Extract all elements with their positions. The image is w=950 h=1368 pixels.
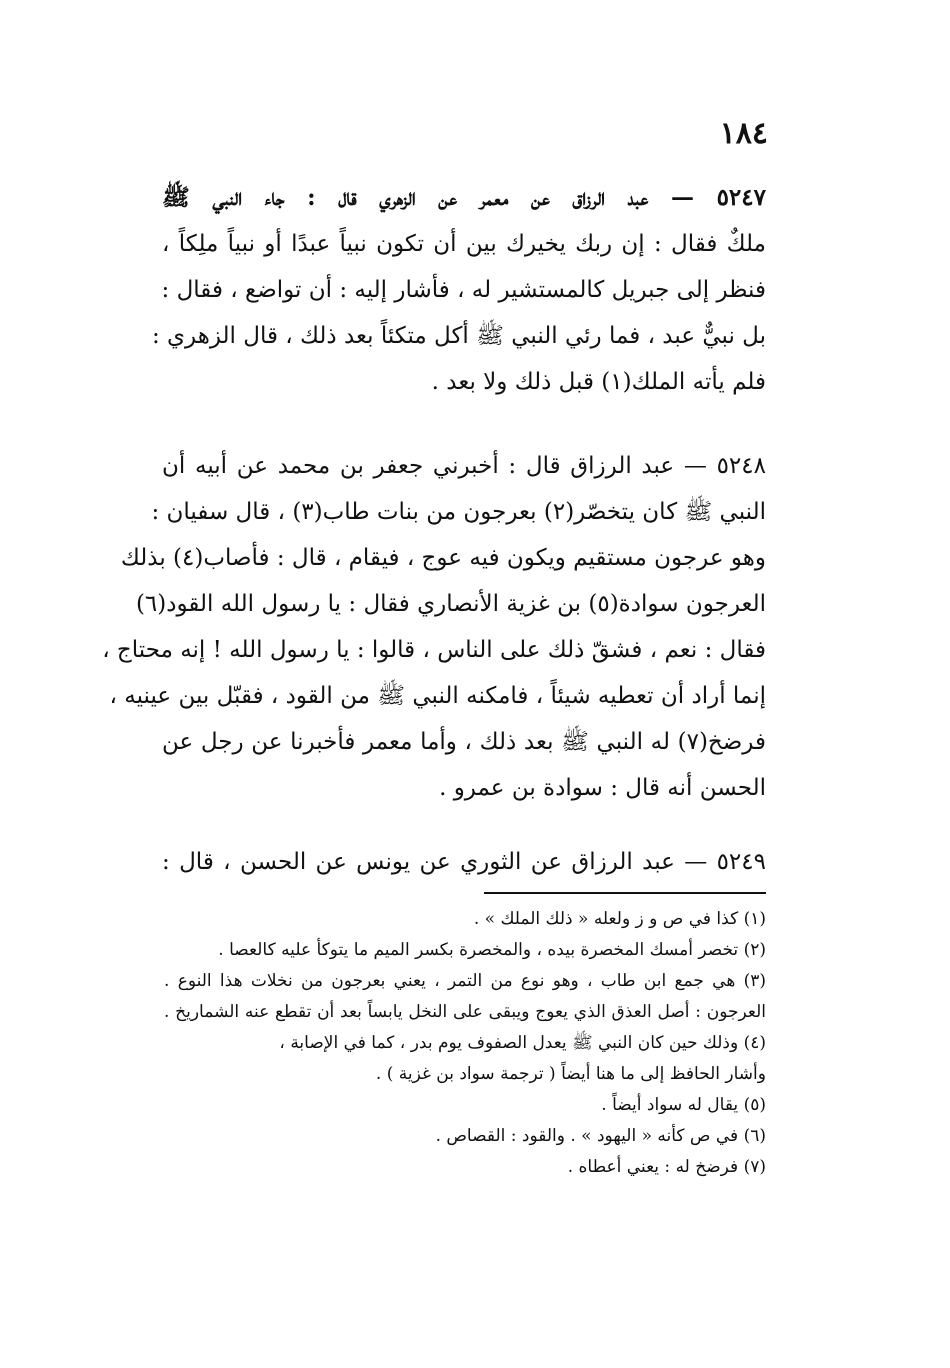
text-line: ٥٢٤٧ — عبد الرزاق عن معمر عن الزهري قال : جاء النبي ﷺ [162, 184, 766, 211]
footnote-divider [484, 892, 766, 894]
text-line: العرجون سوادة(٥) بن غزية الأنصاري فقال : يا رسول الله القود(٦) [135, 591, 766, 617]
footnote-1: (١) كذا في ص و ز ولعله « ذلك الملك » . [473, 909, 766, 929]
footnote-3: (٣) هي جمع ابن طاب ، وهو نوع من التمر ، يعني بعرجون من نخلات هذا النوع . [164, 971, 766, 991]
text-line: النبي ﷺ كان يتخصّر(٢) بعرجون من بنات طاب(٣) ، قال سفيان : [151, 499, 766, 525]
footnote-4: (٤) وذلك حين كان النبي ﷺ يعدل الصفوف يوم بدر ، كما في الإصابة ، [279, 1033, 766, 1053]
footnote-2: (٢) تخصر أمسك المخصرة بيده ، والمخصرة بكسر الميم ما يتوكأ عليه كالعصا . [218, 940, 766, 960]
footnote-4-continuation: وأشار الحافظ إلى ما هنا أيضاً ( ترجمة سواد بن غزية ) . [375, 1064, 766, 1084]
page-number: ١٨٤ [719, 116, 768, 151]
text-line: بل نبيٌّ عبد ، فما رئي النبي ﷺ أكل متكئاً بعد ذلك ، قال الزهري : [151, 323, 766, 349]
hadith-5249 [162, 839, 766, 885]
footnotes [164, 904, 766, 1183]
hadith-5248 [102, 443, 766, 811]
text-line: فنظر إلى جبريل كالمستشير له ، فأشار إليه : أن تواضع ، فقال : [161, 277, 766, 303]
text-line: الحسن أنه قال : سوادة بن عمرو . [439, 775, 766, 801]
text-line: ٥٢٤٨ — عبد الرزاق قال : أخبرني جعفر بن محمد عن أبيه أن [162, 453, 766, 479]
footnote-5: (٥) يقال له سواد أيضاً . [601, 1095, 766, 1115]
text-line: إنما أراد أن تعطيه شيئاً ، فامكنه النبي ﷺ من القود ، فقبّل بين عينيه ، [109, 683, 766, 709]
hadith-5247 [151, 175, 766, 405]
footnote-3-continuation: العرجون : أصل العذق الذي يعوج ويبقى على النخل يابساً بعد أن تقطع عنه الشماريخ . [164, 1002, 766, 1022]
text-line: ملكٌ فقال : إن ربك يخيرك بين أن تكون نبياً عبدًا أو نبياً ملِكاً ، [162, 231, 766, 257]
footnote-6: (٦) في ص كأنه « اليهود » . والقود : القصاص . [435, 1126, 766, 1146]
text-line: فرضخ(٧) له النبي ﷺ بعد ذلك ، وأما معمر فأخبرنا عن رجل عن [162, 729, 766, 755]
text-line: ٥٢٤٩ — عبد الرزاق عن الثوري عن يونس عن الحسن ، قال : [162, 849, 766, 875]
text-line: فلم يأته الملك(١) قبل ذلك ولا بعد . [431, 369, 766, 395]
text-line: وهو عرجون مستقيم ويكون فيه عوج ، فيقام ، قال : فأصاب(٤) بذلك [120, 545, 766, 571]
text-line: فقال : نعم ، فشقّ ذلك على الناس ، قالوا : يا رسول الله ! إنه محتاج ، [102, 637, 766, 663]
footnote-7: (٧) فرضخ له : يعني أعطاه . [567, 1157, 766, 1177]
